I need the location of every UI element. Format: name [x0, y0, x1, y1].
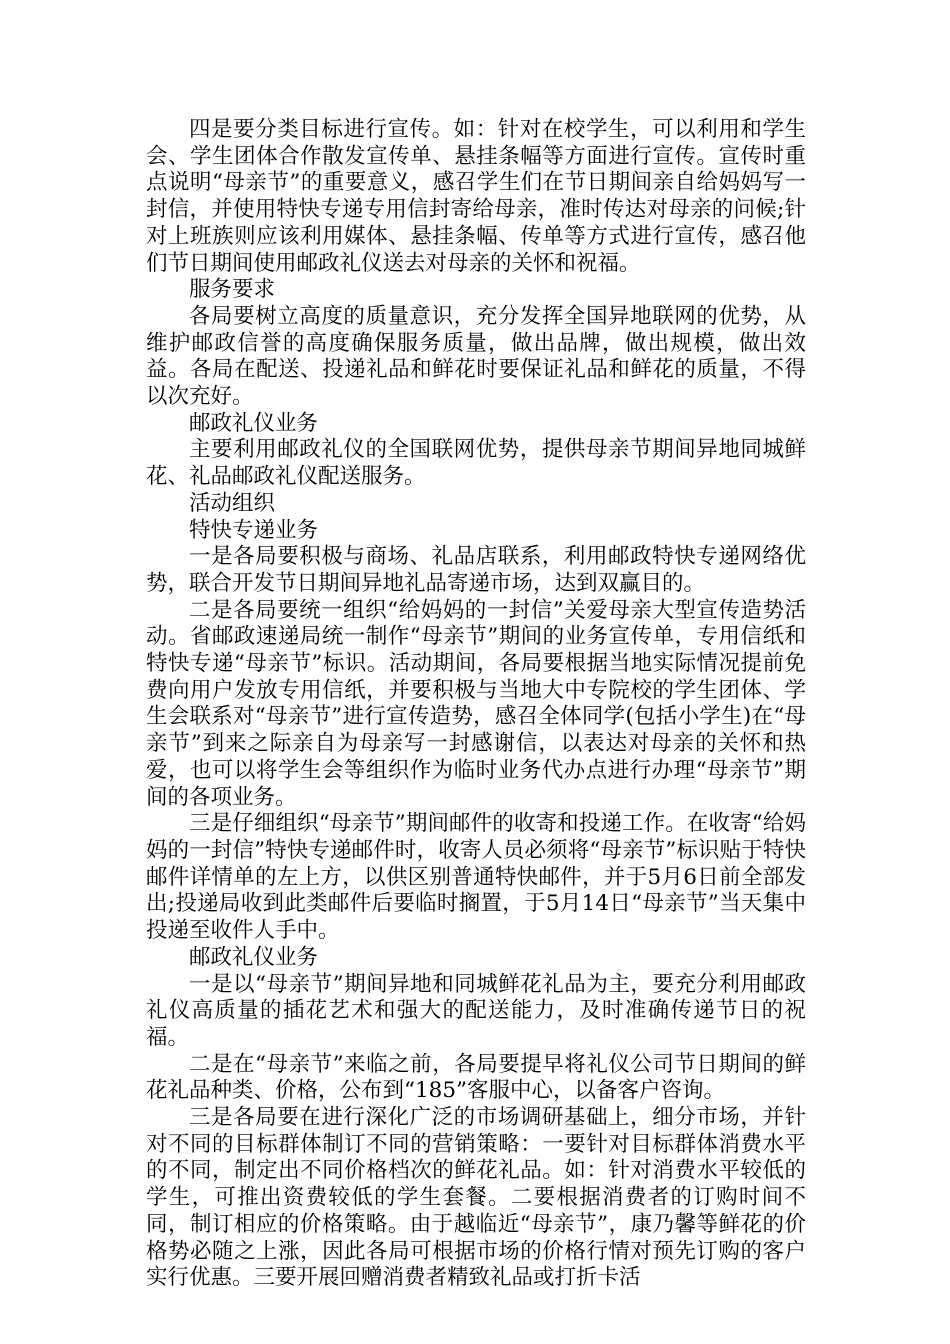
body-paragraph: 一是各局要积极与商场、礼品店联系，利用邮政特快专递网络优势，联合开发节日期间异地礼品寄递市场，达到双赢目的。 [146, 544, 806, 596]
body-paragraph: 各局要树立高度的质量意识，充分发挥全国异地联网的优势，从维护邮政信誉的高度确保服务质量，做出品牌，做出规模，做出效益。各局在配送、投递礼品和鲜花时要保证礼品和鲜花的质量，不得以次充好。 [146, 303, 806, 410]
body-paragraph: 三是各局要在进行深化广泛的市场调研基础上，细分市场，并针对不同的目标群体制订不同的营销策略：一要针对目标群体消费水平的不同，制定出不同价格档次的鲜花礼品。如：针对消费水平较低的学生，可推出资费较低的学生套餐。二要根据消费者的订购时间不同，制订相应的价格策略。由于越临近“母亲节”，康乃馨等鲜花的价格势必随之上涨，因此各局可根据市场的价格行情对预先订购的客户实行优惠。三要开展回赠消费者精致礼品或打折卡活 [146, 1105, 806, 1291]
section-heading: 特快专递业务 [189, 517, 319, 543]
body-paragraph: 主要利用邮政礼仪的全国联网优势，提供母亲节期间异地同城鲜花、礼品邮政礼仪配送服务。 [146, 437, 806, 490]
section-heading: 邮政礼仪业务 [189, 944, 319, 970]
section-heading: 服务要求 [189, 277, 276, 303]
body-paragraph: 三是仔细组织“母亲节”期间邮件的收寄和投递工作。在收寄“给妈妈的一封信”特快专递邮件时，收寄人员必须将“母亲节”标识贴于特快邮件详情单的左上方，以供区别普通特快邮件，并于5月6日前全部发出;投递局收到此类邮件后要临时搁置，于5月14日“母亲节”当天集中投递至收件人手中。 [146, 811, 806, 944]
document-page [146, 117, 806, 1292]
body-paragraph: 二是在“母亲节”来临之前，各局要提早将礼仪公司节日期间的鲜花礼品种类、价格，公布到“185”客服中心，以备客户咨询。 [146, 1051, 806, 1104]
section-heading: 活动组织 [189, 490, 276, 516]
body-paragraph: 二是各局要统一组织“给妈妈的一封信”关爱母亲大型宣传造势活动。省邮政速递局统一制作“母亲节”期间的业务宣传单，专用信纸和特快专递“母亲节”标识。活动期间，各局要根据当地实际情况提前免费向用户发放专用信纸，并要积极与当地大中专院校的学生团体、学生会联系对“母亲节”进行宣传造势，感召全体同学(包括小学生)在“母亲节”到来之际亲自为母亲写一封感谢信，以表达对母亲的关怀和热爱，也可以将学生会等组织作为临时业务代办点进行办理“母亲节”期间的各项业务。 [146, 597, 806, 810]
section-heading: 邮政礼仪业务 [189, 410, 319, 436]
body-paragraph: 一是以“母亲节”期间异地和同城鲜花礼品为主，要充分利用邮政礼仪高质量的插花艺术和强大的配送能力，及时准确传递节日的祝福。 [146, 971, 806, 1050]
body-paragraph: 四是要分类目标进行宣传。如：针对在校学生，可以利用和学生会、学生团体合作散发宣传单、悬挂条幅等方面进行宣传。宣传时重点说明“母亲节”的重要意义，感召学生们在节日期间亲自给妈妈写一封信，并使用特快专递专用信封寄给母亲，准时传达对母亲的问候;针对上班族则应该利用媒体、悬挂条幅、传单等方式进行宣传，感召他们节日期间使用邮政礼仪送去对母亲的关怀和祝福。 [146, 117, 806, 276]
